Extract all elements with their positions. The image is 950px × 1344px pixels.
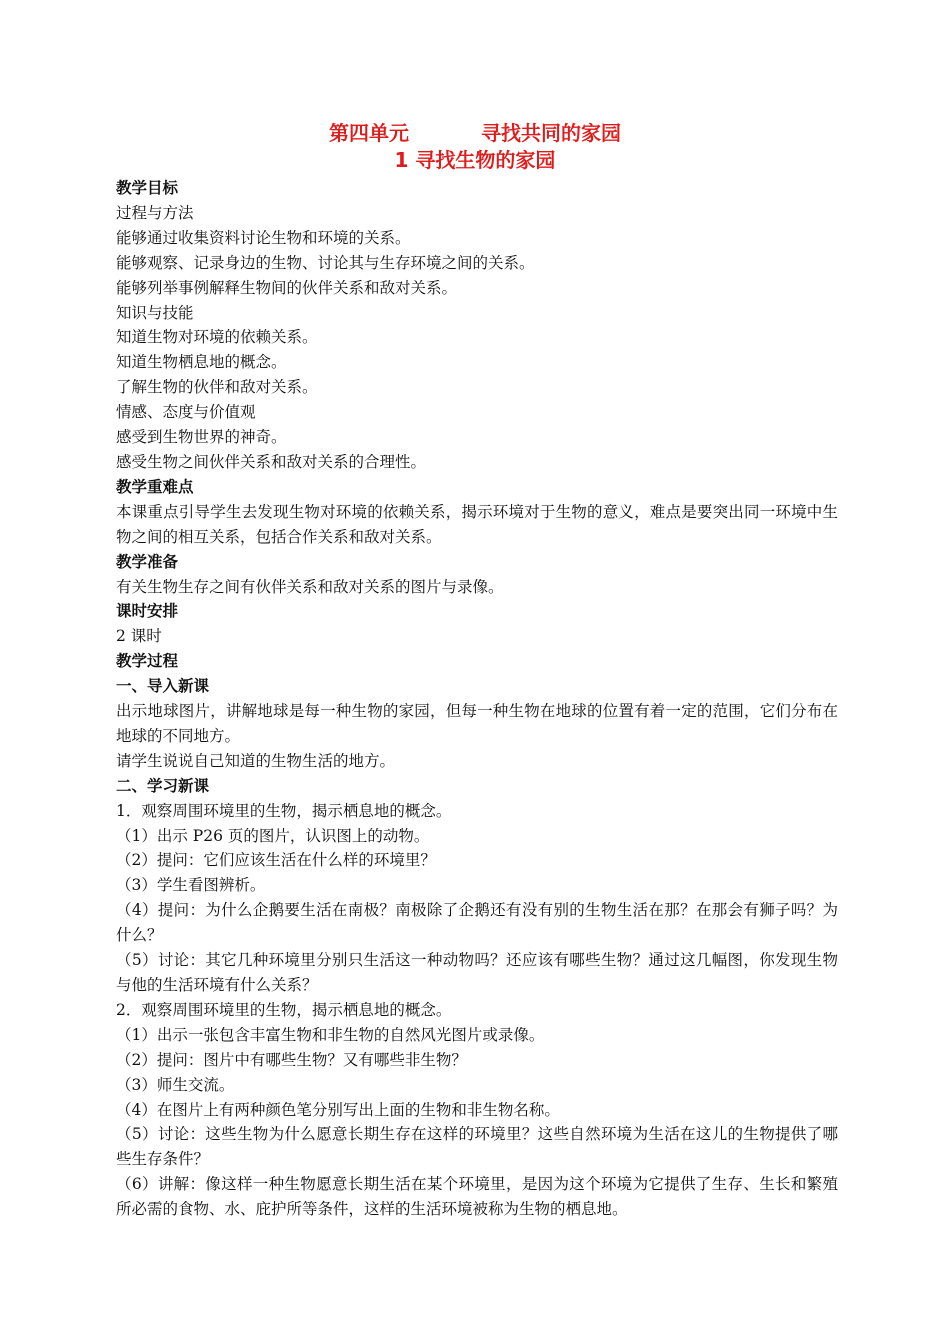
activity-heading: 2．观察周围环境里的生物，揭示栖息地的概念。 [116,1000,452,1019]
activity-step: （3）学生看图辨析。 [116,876,266,895]
objective-line: 能够观察、记录身边的生物、讨论其与生存环境之间的关系。 [116,253,535,272]
objective-line: 能够列举事例解释生物间的伙伴关系和敌对关系。 [116,278,458,297]
activity-step: （4）在图片上有两种颜色笔分别写出上面的生物和非生物名称。 [116,1100,560,1119]
objective-line: 感受生物之间伙伴关系和敌对关系的合理性。 [116,452,427,471]
title-block [0,120,950,174]
activity-heading: 1．观察周围环境里的生物，揭示栖息地的概念。 [116,801,452,820]
intro-paragraph: 请学生说说自己知道的生物生活的地方。 [116,751,396,770]
section-heading-schedule: 课时安排 [116,602,179,621]
objective-line: 知道生物对环境的依赖关系。 [116,328,318,347]
objective-line: 了解生物的伙伴和敌对关系。 [116,378,318,397]
subheading-knowledge-skills: 知识与技能 [116,303,194,322]
section-heading-objectives: 教学目标 [116,179,179,197]
section-heading-preparation: 教学准备 [116,552,179,571]
document-body [116,176,838,1222]
subheading-emotion-values: 情感、态度与价值观 [116,403,256,422]
section-heading-key-points: 教学重难点 [116,477,194,496]
activity-step: （4）提问：为什么企鹅要生活在南极？南极除了企鹅还有没有别的生物生活在那？在那会有狮子吗？为什么？ [116,901,838,945]
activity-step: （3）师生交流。 [116,1075,235,1094]
objective-line: 知道生物栖息地的概念。 [116,353,287,372]
unit-title: 第四单元 [329,121,409,145]
key-points-paragraph: 本课重点引导学生去发现生物对环境的依赖关系，揭示环境对于生物的意义，难点是要突出同一环境中生物之间的相互关系，包括合作关系和敌对关系。 [116,502,838,546]
activity-step: （1）出示 P26 页的图片，认识图上的动物。 [116,826,430,845]
unit-title-line [0,120,950,147]
activity-step: （5）讨论：其它几种环境里分别只生活这一种动物吗？还应该有哪些生物？通过这几幅图，你发现生物与他的生活环境有什么关系？ [116,951,838,994]
lesson-title: 1 寻找生物的家园 [394,148,556,172]
unit-subtitle: 寻找共同的家园 [481,121,621,145]
schedule-paragraph: 2 课时 [116,627,162,646]
part-heading-intro: 一、导入新课 [116,677,210,696]
objective-line: 感受到生物世界的神奇。 [116,428,287,447]
part-heading-new-lesson: 二、学习新课 [116,776,210,795]
activity-step: （6）讲解：像这样一种生物愿意长期生活在某个环境里，是因为这个环境为它提供了生存、生长和繁殖所必需的食物、水、庇护所等条件，这样的生活环境被称为生物的栖息地。 [116,1175,838,1219]
objective-line: 能够通过收集资料讨论生物和环境的关系。 [116,228,411,247]
section-heading-process: 教学过程 [116,652,179,671]
subheading-process-method: 过程与方法 [116,203,194,222]
preparation-paragraph: 有关生物生存之间有伙伴关系和敌对关系的图片与录像。 [116,577,504,596]
activity-step: （2）提问：它们应该生活在什么样的环境里？ [116,851,436,870]
activity-step: （2）提问：图片中有哪些生物？又有哪些非生物？ [116,1050,467,1069]
activity-step: （1）出示一张包含丰富生物和非生物的自然风光图片或录像。 [116,1025,545,1044]
activity-step: （5）讨论：这些生物为什么愿意长期生存在这样的环境里？这些自然环境为生活在这儿的生物提供了哪些生存条件？ [116,1125,838,1169]
intro-paragraph: 出示地球图片，讲解地球是每一种生物的家园，但每一种生物在地球的位置有着一定的范围，它们分布在地球的不同地方。 [116,702,838,745]
